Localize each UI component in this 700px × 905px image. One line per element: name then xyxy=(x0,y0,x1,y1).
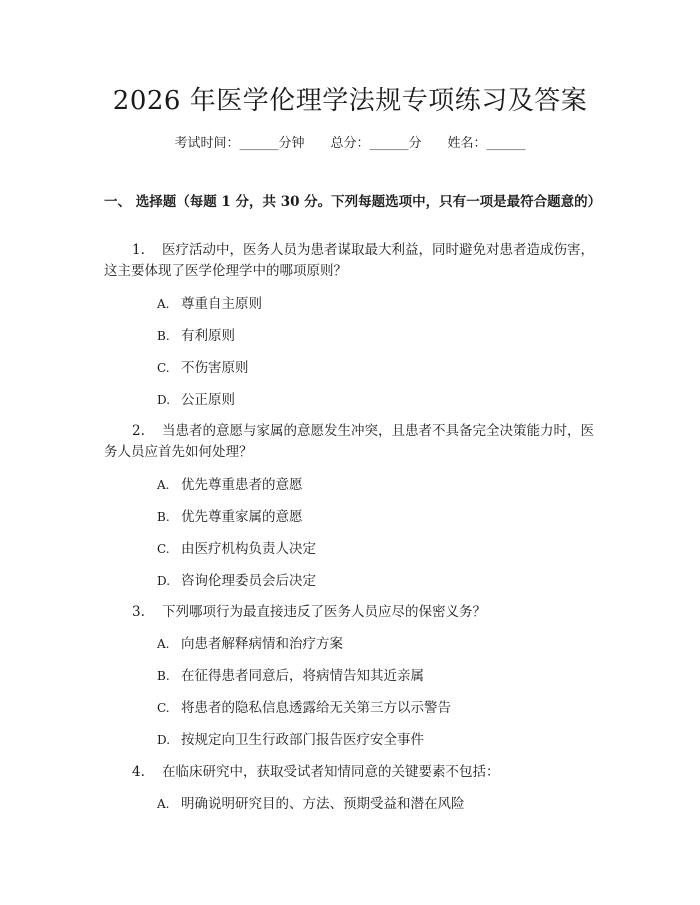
question-text: 当患者的意愿与家属的意愿发生冲突，且患者不具备完全决策能力时，医务人员应首先如何处理？ xyxy=(104,423,594,460)
question-number: 3. xyxy=(132,604,145,620)
option-letter: D. xyxy=(157,574,171,588)
option-text: 按规定向卫生行政部门报告医疗安全事件 xyxy=(181,732,424,748)
question-text: 下列哪项行为最直接违反了医务人员应尽的保密义务？ xyxy=(162,604,486,620)
option-text: 优先尊重家属的意愿 xyxy=(181,509,303,525)
option-letter: A. xyxy=(157,797,170,811)
question-text: 在临床研究中，获取受试者知情同意的关键要素不包括： xyxy=(162,764,500,780)
option-text: 尊重自主原则 xyxy=(181,296,262,312)
option-letter: B. xyxy=(157,329,170,343)
option-letter: B. xyxy=(157,669,170,683)
name-field: 姓名：______ xyxy=(447,136,526,151)
option-text: 不伤害原则 xyxy=(181,360,249,376)
option-3d xyxy=(157,730,424,751)
question-1 xyxy=(104,240,604,282)
exam-meta xyxy=(0,132,700,151)
option-text: 由医疗机构负责人决定 xyxy=(181,541,316,557)
option-1b xyxy=(157,326,235,347)
option-letter: A. xyxy=(157,637,170,651)
option-text: 将患者的隐私信息透露给无关第三方以示警告 xyxy=(181,700,451,716)
option-1a xyxy=(157,294,262,315)
option-letter: A. xyxy=(157,478,170,492)
page-title: 2026 年医学伦理学法规专项练习及答案 xyxy=(112,86,588,116)
option-1d xyxy=(157,390,235,411)
question-3 xyxy=(104,602,604,623)
option-text: 明确说明研究目的、方法、预期受益和潜在风险 xyxy=(181,796,465,812)
section-heading: 一、 选择题（每题 1 分，共 30 分。下列每题选项中，只有一项是最符合题意的） xyxy=(104,194,602,210)
option-2d xyxy=(157,571,316,592)
option-3c xyxy=(157,698,451,719)
exam-time-field: 考试时间：______分钟 xyxy=(174,136,305,151)
question-number: 4. xyxy=(132,764,145,780)
option-text: 在征得患者同意后，将病情告知其近亲属 xyxy=(181,668,424,684)
option-2c xyxy=(157,539,316,560)
question-text: 医疗活动中，医务人员为患者谋取最大利益，同时避免对患者造成伤害，这主要体现了医学伦理学中的哪项原则？ xyxy=(104,242,594,279)
option-letter: C. xyxy=(157,701,170,715)
question-4 xyxy=(104,762,604,783)
option-text: 公正原则 xyxy=(181,392,235,408)
option-text: 有利原则 xyxy=(181,328,235,344)
option-2a xyxy=(157,475,303,496)
option-text: 咨询伦理委员会后决定 xyxy=(181,573,316,589)
option-letter: D. xyxy=(157,393,171,407)
question-number: 1. xyxy=(132,242,145,258)
option-3b xyxy=(157,666,424,687)
question-number: 2. xyxy=(132,423,145,439)
option-letter: A. xyxy=(157,297,170,311)
option-text: 向患者解释病情和治疗方案 xyxy=(181,636,343,652)
option-text: 优先尊重患者的意愿 xyxy=(181,477,303,493)
question-2 xyxy=(104,421,604,463)
option-letter: D. xyxy=(157,733,171,747)
option-letter: C. xyxy=(157,361,170,375)
option-1c xyxy=(157,358,249,379)
option-3a xyxy=(157,634,343,655)
option-2b xyxy=(157,507,303,528)
option-4a xyxy=(157,794,465,815)
total-score-field: 总分：______分 xyxy=(330,136,422,151)
option-letter: B. xyxy=(157,510,170,524)
option-letter: C. xyxy=(157,542,170,556)
